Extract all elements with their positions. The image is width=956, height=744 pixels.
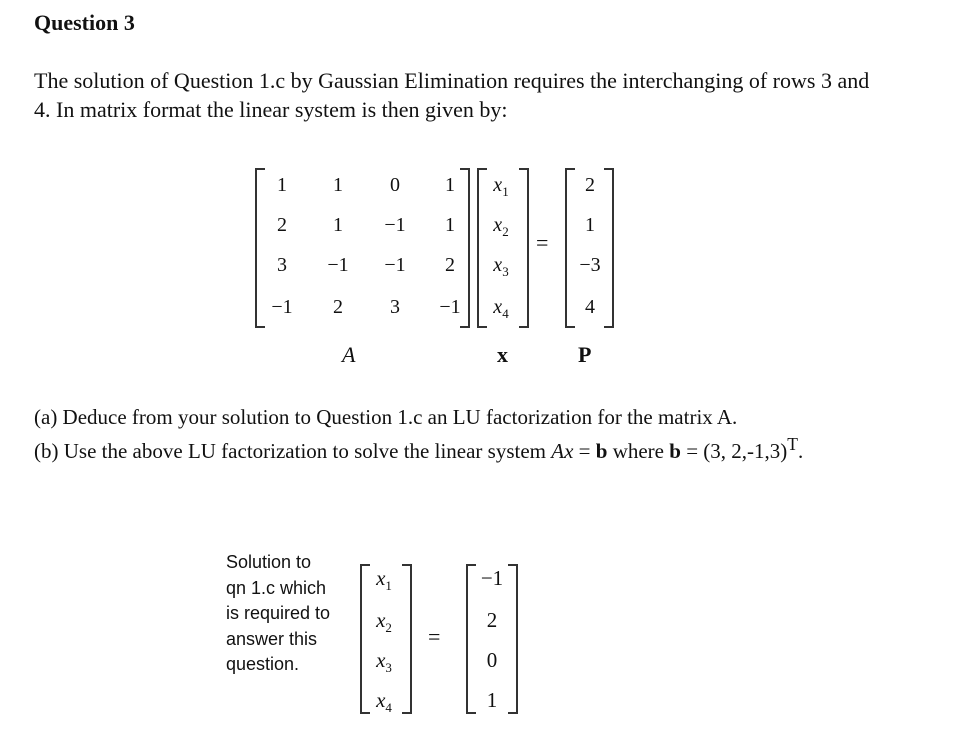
intro-line-2: 4. In matrix format the linear system is then given by: <box>34 97 508 122</box>
vector-p-entry: 1 <box>585 214 595 236</box>
system-equals-sign: = <box>536 230 549 255</box>
matrix-a-cell: 1 <box>333 214 343 236</box>
part-b-prefix: (b) Use the above LU factorization to solve the linear system <box>34 439 552 463</box>
solution-x-entry-var: x <box>376 608 386 632</box>
part-b-bold: b <box>595 439 608 463</box>
solution-x-entry-sub: 4 <box>385 700 392 716</box>
solution-x-entry <box>364 688 404 716</box>
solution-value-entry: 1 <box>486 688 498 712</box>
vector-x-entry-sub: 3 <box>502 264 509 279</box>
matrix-a-cell: 1 <box>277 174 287 196</box>
matrix-a-cell: −1 <box>271 296 293 318</box>
solution-x-entry <box>364 566 404 594</box>
matrix-a-cell: −1 <box>384 254 406 276</box>
part-b-eq: Ax <box>551 439 574 463</box>
solution-x-entry <box>364 608 404 636</box>
part-b-where: where <box>607 439 670 463</box>
vector-x-entry-sub: 2 <box>502 224 509 239</box>
solution-x-entry-sub: 2 <box>385 620 392 636</box>
vector-x-entry-sub: 1 <box>502 184 509 199</box>
part-b-sup: T <box>787 434 798 454</box>
solution-x-entry-var: x <box>376 688 386 712</box>
part-b-bold-2: b <box>669 439 681 463</box>
label-p: P <box>578 342 592 367</box>
matrix-a-cell: 2 <box>333 296 343 318</box>
matrix-a-cell: 3 <box>390 296 400 318</box>
matrix-a-cell: 1 <box>445 214 455 236</box>
part-b-vec: = (3, 2,-1,3) <box>680 439 788 463</box>
matrix-a-cell: 3 <box>277 254 287 276</box>
part-b-eq2: = <box>573 439 596 463</box>
matrix-a-cell: 2 <box>445 254 455 276</box>
part-a: (a) Deduce from your solution to Question 1.c an LU factorization for the matrix A. <box>34 405 738 429</box>
solution-equals-sign: = <box>428 624 441 649</box>
solution-value-entry: −1 <box>480 566 504 590</box>
solution-x-entry-var: x <box>376 648 386 672</box>
label-a: A <box>342 342 356 367</box>
matrix-a-cell: −1 <box>384 214 406 236</box>
matrix-a-cell: 0 <box>390 174 400 196</box>
matrix-a-cell: −1 <box>439 296 461 318</box>
intro-line-1: The solution of Question 1.c by Gaussian Elimination requires the interchanging of rows 3 and <box>34 68 870 93</box>
vector-x-entry-var: x <box>493 296 503 318</box>
solution-x-entry <box>364 648 404 676</box>
vector-x-entry-var: x <box>493 254 503 276</box>
vector-x-entry-sub: 4 <box>502 306 509 321</box>
vector-x-entry-var: x <box>493 174 503 196</box>
vector-p-entry: −3 <box>579 254 601 276</box>
question-heading: Question 3 <box>34 10 135 35</box>
vector-x-entry-var: x <box>493 214 503 236</box>
solution-value-entry: 2 <box>486 608 498 632</box>
matrix-a-cell: −1 <box>327 254 349 276</box>
part-b-end: . <box>797 439 804 463</box>
matrix-a-cell: 1 <box>445 174 455 196</box>
solution-value-entry: 0 <box>486 648 498 672</box>
vector-p-entry: 2 <box>585 174 595 196</box>
solution-x-entry-sub: 3 <box>385 660 392 676</box>
vector-p-entry: 4 <box>585 296 595 318</box>
label-x: x <box>497 342 508 367</box>
solution-x-entry-sub: 1 <box>385 578 392 594</box>
matrix-a-cell: 1 <box>333 174 343 196</box>
matrix-a-cell: 2 <box>277 214 287 236</box>
solution-x-entry-var: x <box>376 566 386 590</box>
solution-note: Solution to qn 1.c which is required to answer this question. <box>226 552 331 674</box>
